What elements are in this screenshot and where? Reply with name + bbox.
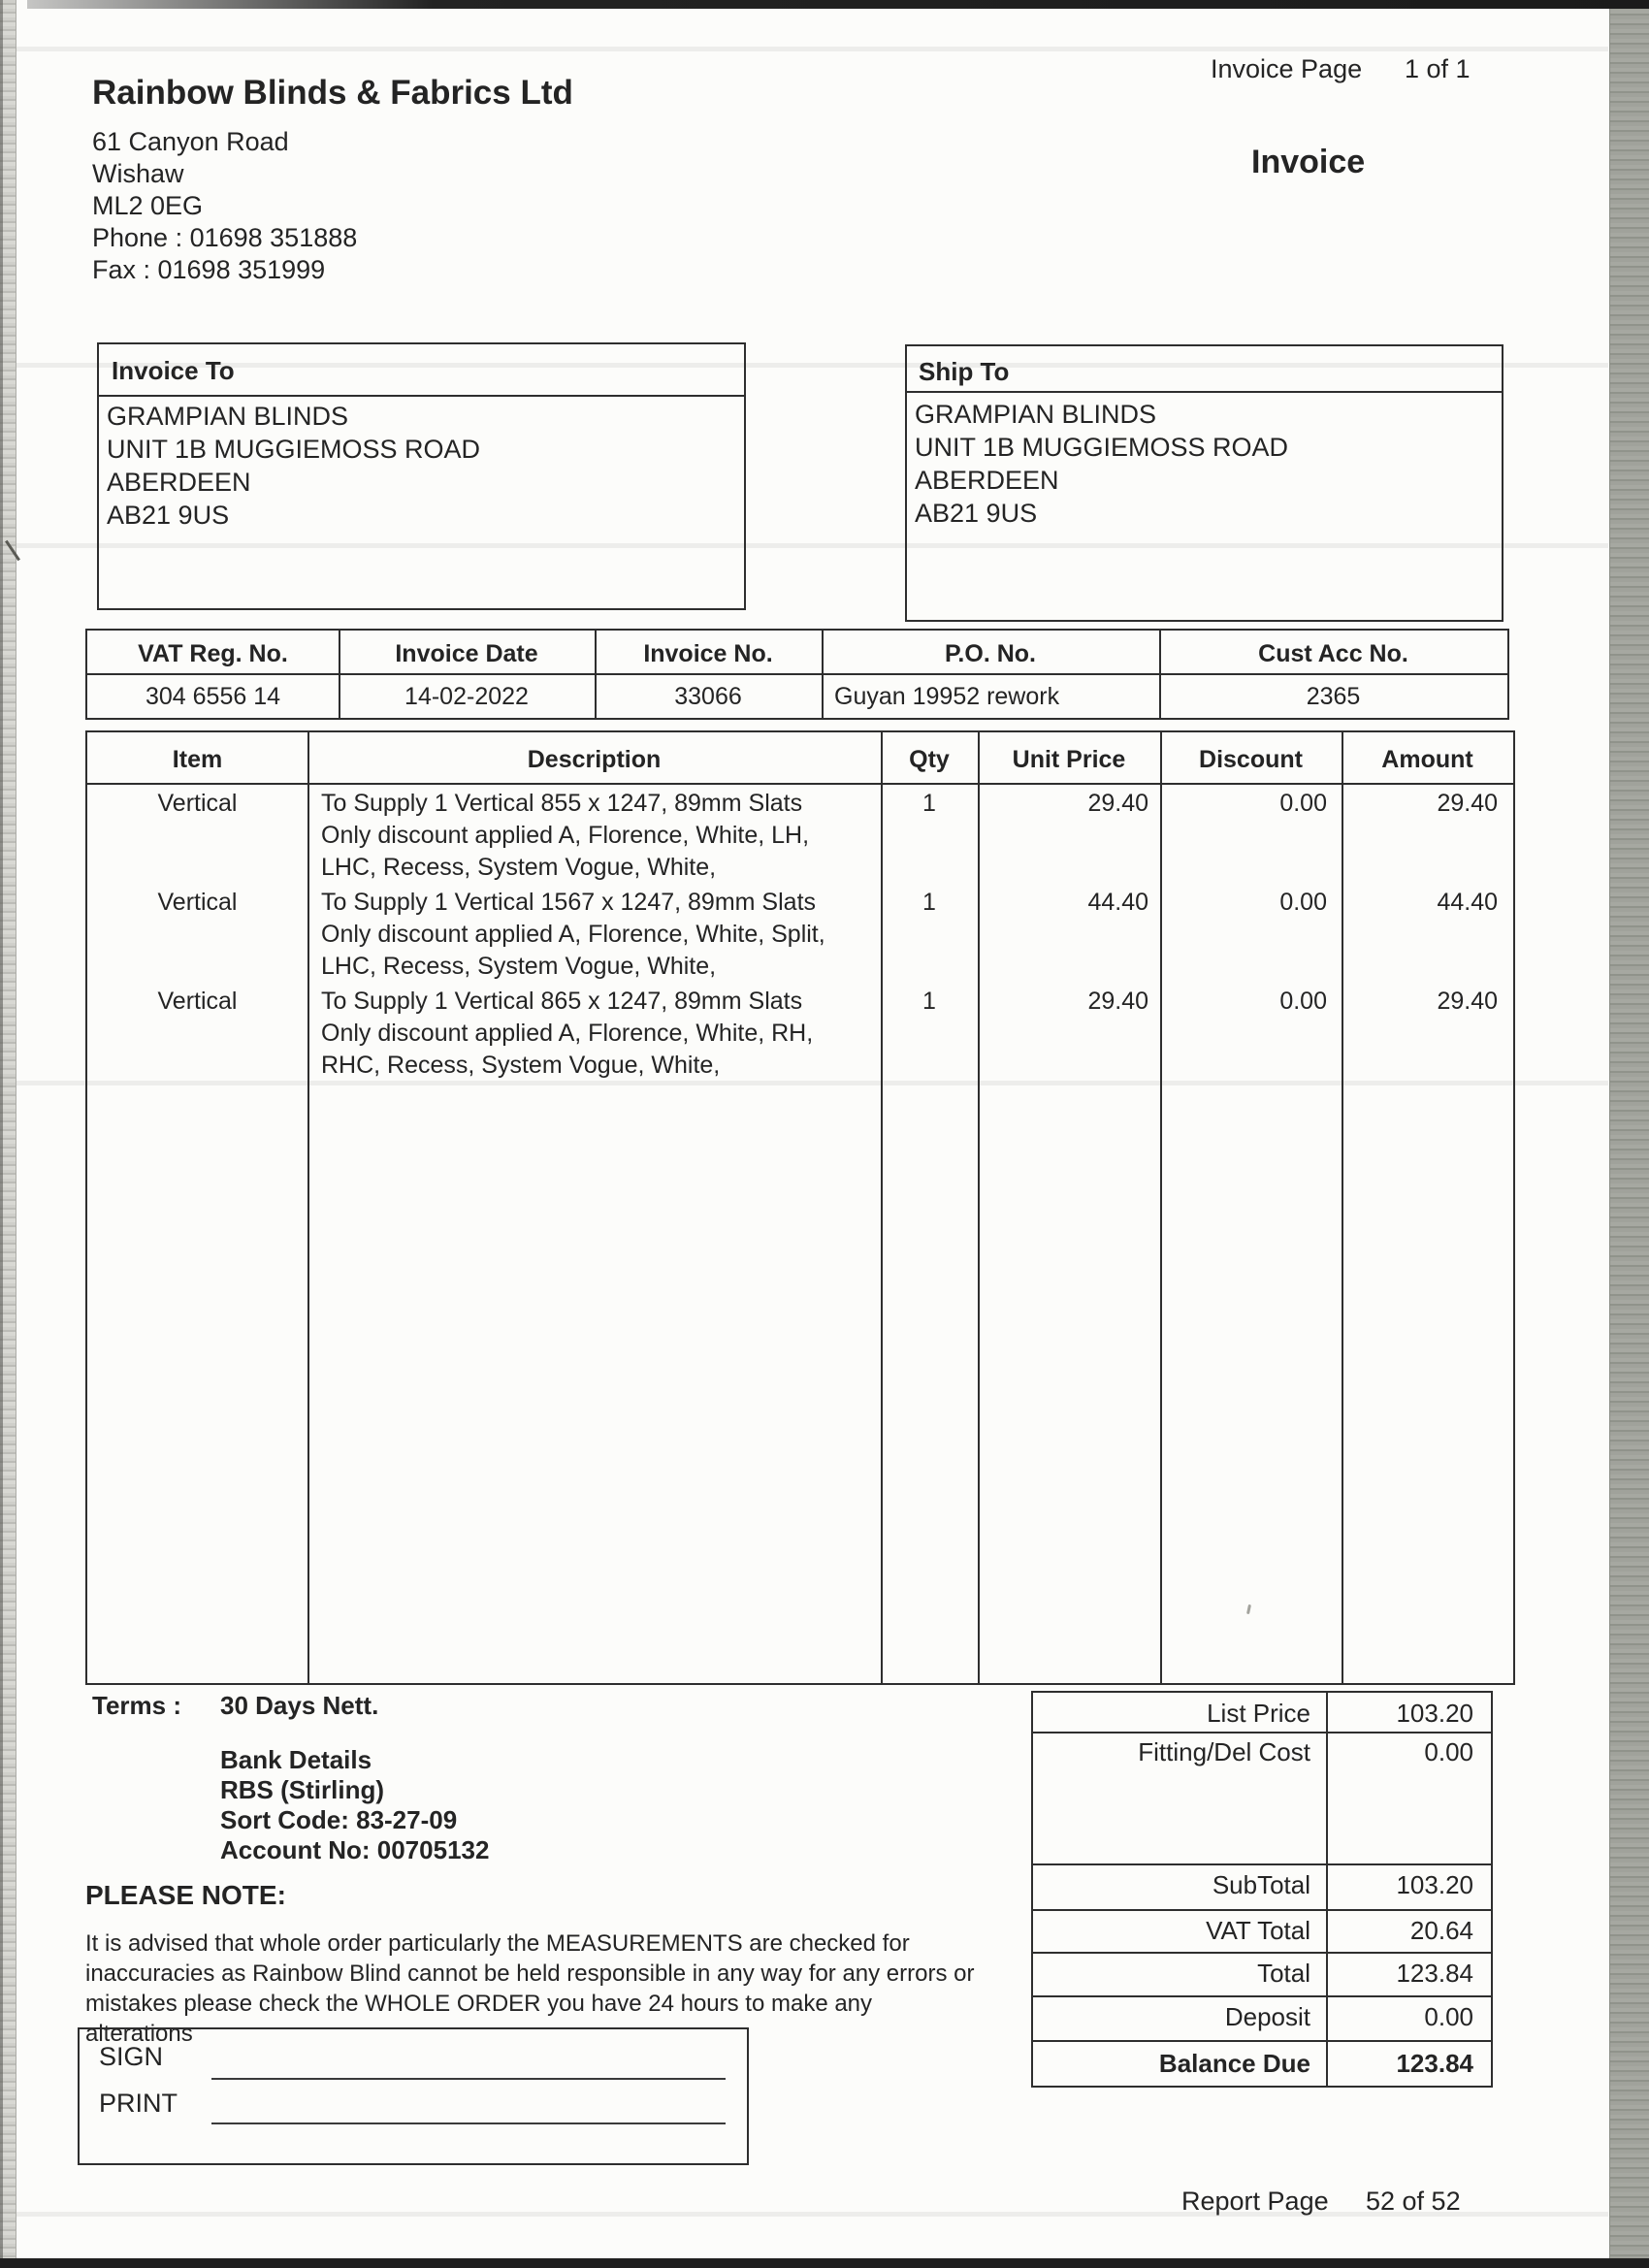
invoice-to-address-line: ABERDEEN xyxy=(107,468,251,497)
scan-streak xyxy=(16,47,1608,51)
items-header-cell: Amount xyxy=(1381,746,1473,773)
items-col-divider xyxy=(881,732,883,1683)
items-table xyxy=(85,730,1515,1685)
item-discount-cell: 0.00 xyxy=(1279,988,1327,1015)
totals-label: Balance Due xyxy=(1158,2049,1310,2078)
item-qty-cell: 1 xyxy=(922,988,936,1015)
meta-value-cell: 304 6556 14 xyxy=(145,683,281,710)
item-description xyxy=(321,986,874,1082)
totals-label: Total xyxy=(1257,1959,1310,1988)
item-type-cell: Vertical xyxy=(157,790,238,817)
totals-row-divider xyxy=(1033,1732,1491,1733)
item-description-line: LHC, Recess, System Vogue, White, xyxy=(321,953,717,980)
invoice-to-divider xyxy=(99,395,744,397)
items-header-cell: Qty xyxy=(909,746,950,773)
scan-edge-bottom xyxy=(0,2258,1649,2268)
item-unit-price-cell: 29.40 xyxy=(1087,988,1148,1015)
invoice-to-title: Invoice To xyxy=(112,356,235,385)
sign-box xyxy=(78,2027,749,2165)
meta-value-cell: 2365 xyxy=(1306,683,1361,710)
items-header-cell: Unit Price xyxy=(1012,746,1126,773)
item-unit-price-cell: 29.40 xyxy=(1087,790,1148,817)
totals-row-divider xyxy=(1033,1995,1491,1997)
invoice-page-value: 1 of 1 xyxy=(1405,54,1471,83)
please-note-line: inaccuracies as Rainbow Blind cannot be held responsible in any way for any errors or xyxy=(85,1960,975,1987)
bank-details-line: Bank Details xyxy=(220,1745,372,1774)
ship-to-address-line: UNIT 1B MUGGIEMOSS ROAD xyxy=(915,433,1289,462)
item-unit-price-cell: 44.40 xyxy=(1087,889,1148,916)
invoice-meta-table xyxy=(85,629,1509,720)
items-header-cell: Item xyxy=(172,746,223,773)
meta-header-cell: P.O. No. xyxy=(944,640,1036,667)
report-page-value: 52 of 52 xyxy=(1366,2187,1461,2216)
please-note-title: PLEASE NOTE: xyxy=(85,1880,286,1910)
item-description xyxy=(321,887,874,983)
item-description-line: To Supply 1 Vertical 855 x 1247, 89mm Slats xyxy=(321,790,803,817)
item-description xyxy=(321,788,874,884)
totals-value: 103.20 xyxy=(1396,1699,1473,1728)
totals-row-divider xyxy=(1033,1952,1491,1954)
invoice-to-address-line: AB21 9US xyxy=(107,501,230,530)
item-amount-cell: 29.40 xyxy=(1437,988,1498,1015)
totals-value: 20.64 xyxy=(1409,1916,1473,1945)
ship-to-divider xyxy=(907,391,1502,393)
item-description-line: Only discount applied A, Florence, White, RH, xyxy=(321,1020,814,1047)
company-address-line: ML2 0EG xyxy=(92,191,204,220)
invoice-title: Invoice xyxy=(1251,144,1366,180)
totals-label: VAT Total xyxy=(1206,1916,1310,1945)
print-line xyxy=(211,2122,726,2124)
totals-label: Fitting/Del Cost xyxy=(1138,1737,1310,1766)
item-description-line: LHC, Recess, System Vogue, White, xyxy=(321,854,717,881)
meta-header-cell: Invoice No. xyxy=(643,640,773,667)
item-description-line: Only discount applied A, Florence, White, LH, xyxy=(321,822,810,849)
scan-edge-top xyxy=(27,0,1649,9)
please-note-line: mistakes please check the WHOLE ORDER you have 24 hours to make any alterations xyxy=(85,1991,873,2047)
invoice-to-address-line: UNIT 1B MUGGIEMOSS ROAD xyxy=(107,435,481,464)
item-type-cell: Vertical xyxy=(157,988,238,1015)
items-header-cell: Description xyxy=(527,746,662,773)
report-page-label: Report Page xyxy=(1181,2187,1329,2216)
item-qty-cell: 1 xyxy=(922,889,936,916)
item-description-line: RHC, Recess, System Vogue, White, xyxy=(321,1052,721,1079)
ship-to-address-line: GRAMPIAN BLINDS xyxy=(915,400,1157,429)
totals-value: 123.84 xyxy=(1396,2049,1473,2078)
items-header-cell: Discount xyxy=(1199,746,1303,773)
meta-header-divider xyxy=(87,673,1507,675)
meta-header-cell: VAT Reg. No. xyxy=(138,640,288,667)
ship-to-title: Ship To xyxy=(919,357,1010,386)
scan-edge-right xyxy=(1609,0,1649,2268)
totals-row-divider xyxy=(1033,1863,1491,1865)
sign-label: SIGN xyxy=(99,2042,164,2071)
terms-value: 30 Days Nett. xyxy=(220,1691,379,1720)
item-description-line: Only discount applied A, Florence, White, Split, xyxy=(321,921,825,948)
please-note-line: It is advised that whole order particularly the MEASUREMENTS are checked for xyxy=(85,1930,910,1957)
invoice-to-box xyxy=(97,342,746,610)
items-col-divider xyxy=(1342,732,1343,1683)
invoice-page-label: Invoice Page xyxy=(1211,54,1363,83)
ship-to-address-line: AB21 9US xyxy=(915,499,1038,528)
totals-row-divider xyxy=(1033,1909,1491,1911)
ship-to-address-line: ABERDEEN xyxy=(915,466,1059,495)
company-name: Rainbow Blinds & Fabrics Ltd xyxy=(92,74,573,112)
meta-header-cell: Cust Acc No. xyxy=(1258,640,1408,667)
totals-row-divider xyxy=(1033,2040,1491,2042)
items-col-divider xyxy=(307,732,309,1683)
items-header-divider xyxy=(87,783,1513,785)
bank-details-line: Account No: 00705132 xyxy=(220,1835,490,1864)
items-col-divider xyxy=(1160,732,1162,1683)
item-amount-cell: 44.40 xyxy=(1437,889,1498,916)
meta-value-cell: Guyan 19952 rework xyxy=(834,683,1060,710)
meta-value-cell: 33066 xyxy=(674,683,742,710)
company-fax: Fax : 01698 351999 xyxy=(92,255,326,284)
meta-value-cell: 14-02-2022 xyxy=(404,683,529,710)
terms-label: Terms : xyxy=(92,1691,181,1720)
print-label: PRINT xyxy=(99,2089,178,2118)
totals-label: List Price xyxy=(1207,1699,1310,1728)
invoice-to-address-line: GRAMPIAN BLINDS xyxy=(107,402,349,431)
ship-to-box xyxy=(905,344,1504,622)
items-col-divider xyxy=(978,732,980,1683)
totals-label: SubTotal xyxy=(1212,1870,1310,1899)
totals-value: 0.00 xyxy=(1424,1737,1473,1766)
sign-line xyxy=(211,2078,726,2080)
scan-edge-left-dark xyxy=(0,0,3,2268)
bank-details-line: Sort Code: 83-27-09 xyxy=(220,1805,458,1834)
bank-details-line: RBS (Stirling) xyxy=(220,1775,384,1804)
totals-label: Deposit xyxy=(1224,2002,1310,2031)
totals-value: 123.84 xyxy=(1396,1959,1473,1988)
item-type-cell: Vertical xyxy=(157,889,238,916)
company-phone: Phone : 01698 351888 xyxy=(92,223,358,252)
totals-table xyxy=(1031,1691,1493,2088)
totals-value: 103.20 xyxy=(1396,1870,1473,1899)
item-qty-cell: 1 xyxy=(922,790,936,817)
totals-value: 0.00 xyxy=(1424,2002,1473,2031)
item-description-line: To Supply 1 Vertical 1567 x 1247, 89mm Slats xyxy=(321,889,817,916)
item-discount-cell: 0.00 xyxy=(1279,889,1327,916)
item-description-line: To Supply 1 Vertical 865 x 1247, 89mm Slats xyxy=(321,988,803,1015)
company-address-line: Wishaw xyxy=(92,159,184,188)
company-address-line: 61 Canyon Road xyxy=(92,127,289,156)
item-discount-cell: 0.00 xyxy=(1279,790,1327,817)
item-amount-cell: 29.40 xyxy=(1437,790,1498,817)
meta-header-cell: Invoice Date xyxy=(395,640,538,667)
